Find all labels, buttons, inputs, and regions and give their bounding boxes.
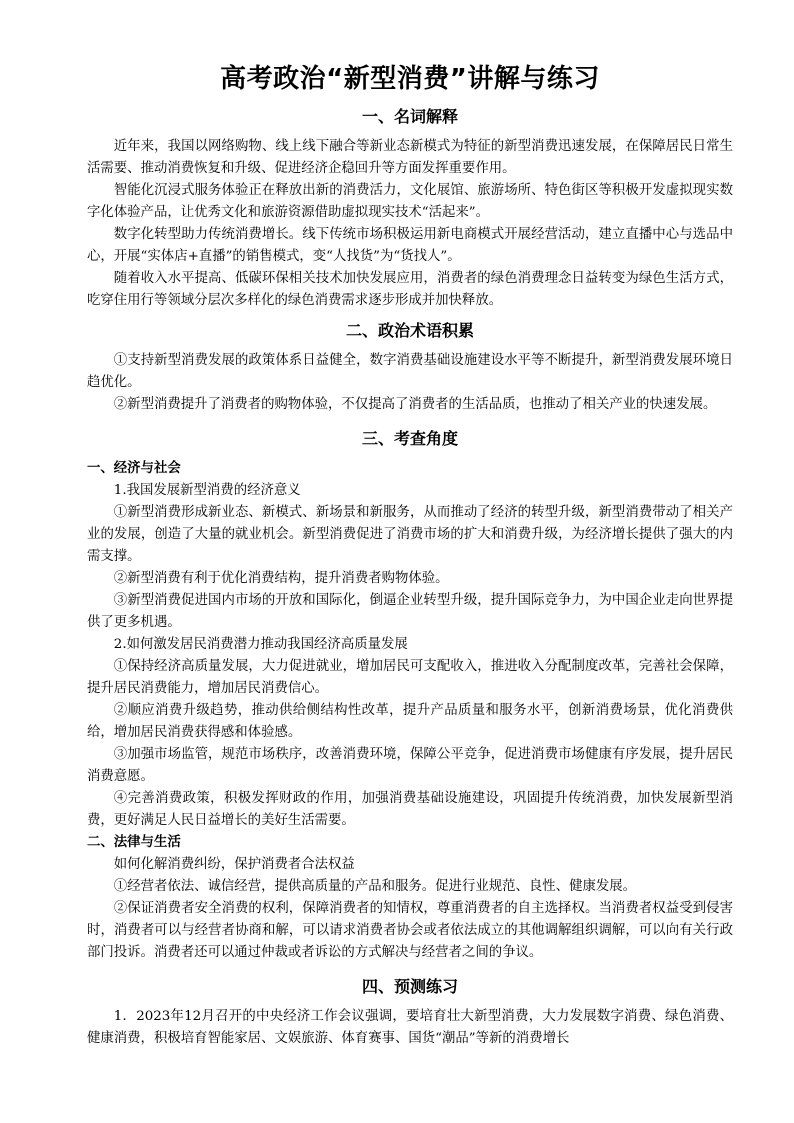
paragraph: ③新型消费促进国内市场的开放和国际化，倒逼企业转型升级，提升国际竞争力，为中国企业走向世界提供了更多机遇。	[87, 593, 733, 630]
document-page	[87, 62, 733, 1050]
paragraph: 智能化沉浸式服务体验正在释放出新的消费活力，文化展馆、旅游场所、特色街区等积极开发虚拟现实数字化体验产品，让优秀文化和旅游资源借助虚拟现实技术“活起来”。	[87, 183, 733, 220]
paragraph: ②顺应消费升级趋势，推动供给侧结构性改革，提升产品质量和服务水平，创新消费场景，优化消费供给，增加居民消费获得感和体验感。	[87, 703, 733, 740]
paragraph: 1．2023年12月召开的中央经济工作会议强调，要培育壮大新型消费，大力发展数字消费、绿色消费、健康消费，积极培育智能家居、文娱旅游、体育赛事、国货“潮品”等新的消费增长	[87, 1009, 733, 1046]
paragraph: ①保持经济高质量发展，大力促进就业，增加居民可支配收入，推进收入分配制度改革，完善社会保障，提升居民消费能力，增加居民消费信心。	[87, 659, 733, 696]
section-heading-exam-angles: 三、考查角度	[361, 429, 458, 448]
question-title: 1.我国发展新型消费的经济意义	[113, 483, 301, 498]
subsection-heading-economy: 一、经济与社会	[87, 461, 181, 476]
question-title: 如何化解消费纠纷，保护消费者合法权益	[113, 857, 355, 872]
paragraph: 随着收入水平提高、低碳环保相关技术加快发展应用，消费者的绿色消费理念日益转变为绿色生活方式，吃穿住用行等领域分层次多样化的绿色消费需求逐步形成并加快释放。	[87, 271, 733, 308]
paragraph: ①新型消费形成新业态、新模式、新场景和新服务，从而推动了经济的转型升级，新型消费带动了相关产业的发展，创造了大量的就业机会。新型消费促进了消费市场的扩大和消费升级，为经济增长提供了强大的内需支撑。	[87, 505, 733, 564]
paragraph: ④完善消费政策，积极发挥财政的作用，加强消费基础设施建设，巩固提升传统消费，加快发展新型消费，更好满足人民日益增长的美好生活需要。	[87, 791, 733, 828]
subsection-heading-law: 二、法律与生活	[87, 835, 181, 850]
paragraph: 数字化转型助力传统消费增长。线下传统市场积极运用新电商模式开展经营活动，建立直播中心与选品中心，开展“实体店+直播”的销售模式，变“人找货”为“货找人”。	[87, 227, 733, 264]
paragraph: ②新型消费有利于优化消费结构，提升消费者购物体验。	[113, 571, 449, 586]
paragraph: ①支持新型消费发展的政策体系日益健全，数字消费基础设施建设水平等不断提升，新型消费发展环境日趋优化。	[87, 353, 733, 390]
section-heading-definitions: 一、名词解释	[361, 107, 458, 126]
paragraph: ②新型消费提升了消费者的购物体验，不仅提高了消费者的生活品质，也推动了相关产业的快速发展。	[113, 397, 717, 412]
paragraph: 近年来，我国以网络购物、线上线下融合等新业态新模式为特征的新型消费迅速发展，在保障居民日常生活需要、推动消费恢复和升级、促进经济企稳回升等方面发挥重要作用。	[87, 139, 733, 176]
section-heading-terms: 二、政治术语积累	[345, 321, 474, 340]
section-heading-practice: 四、预测练习	[361, 977, 458, 996]
question-title: 2.如何激发居民消费潜力推动我国经济高质量发展	[113, 637, 408, 652]
document-title: 高考政治“新型消费”讲解与练习	[220, 64, 600, 94]
paragraph: ③加强市场监管，规范市场秩序，改善消费环境，保障公平竞争，促进消费市场健康有序发展，提升居民消费意愿。	[87, 747, 733, 784]
paragraph: ②保证消费者安全消费的权利，保障消费者的知情权，尊重消费者的自主选择权。当消费者权益受到侵害时，消费者可以与经营者协商和解，可以请求消费者协会或者依法成立的其他调解组织调解，可以向有关行政部门投诉。消费者还可以通过仲裁或者诉讼的方式解决与经营者之间的争议。	[87, 901, 733, 960]
paragraph: ①经营者依法、诚信经营，提供高质量的产品和服务。促进行业规范、良性、健康发展。	[113, 879, 637, 894]
